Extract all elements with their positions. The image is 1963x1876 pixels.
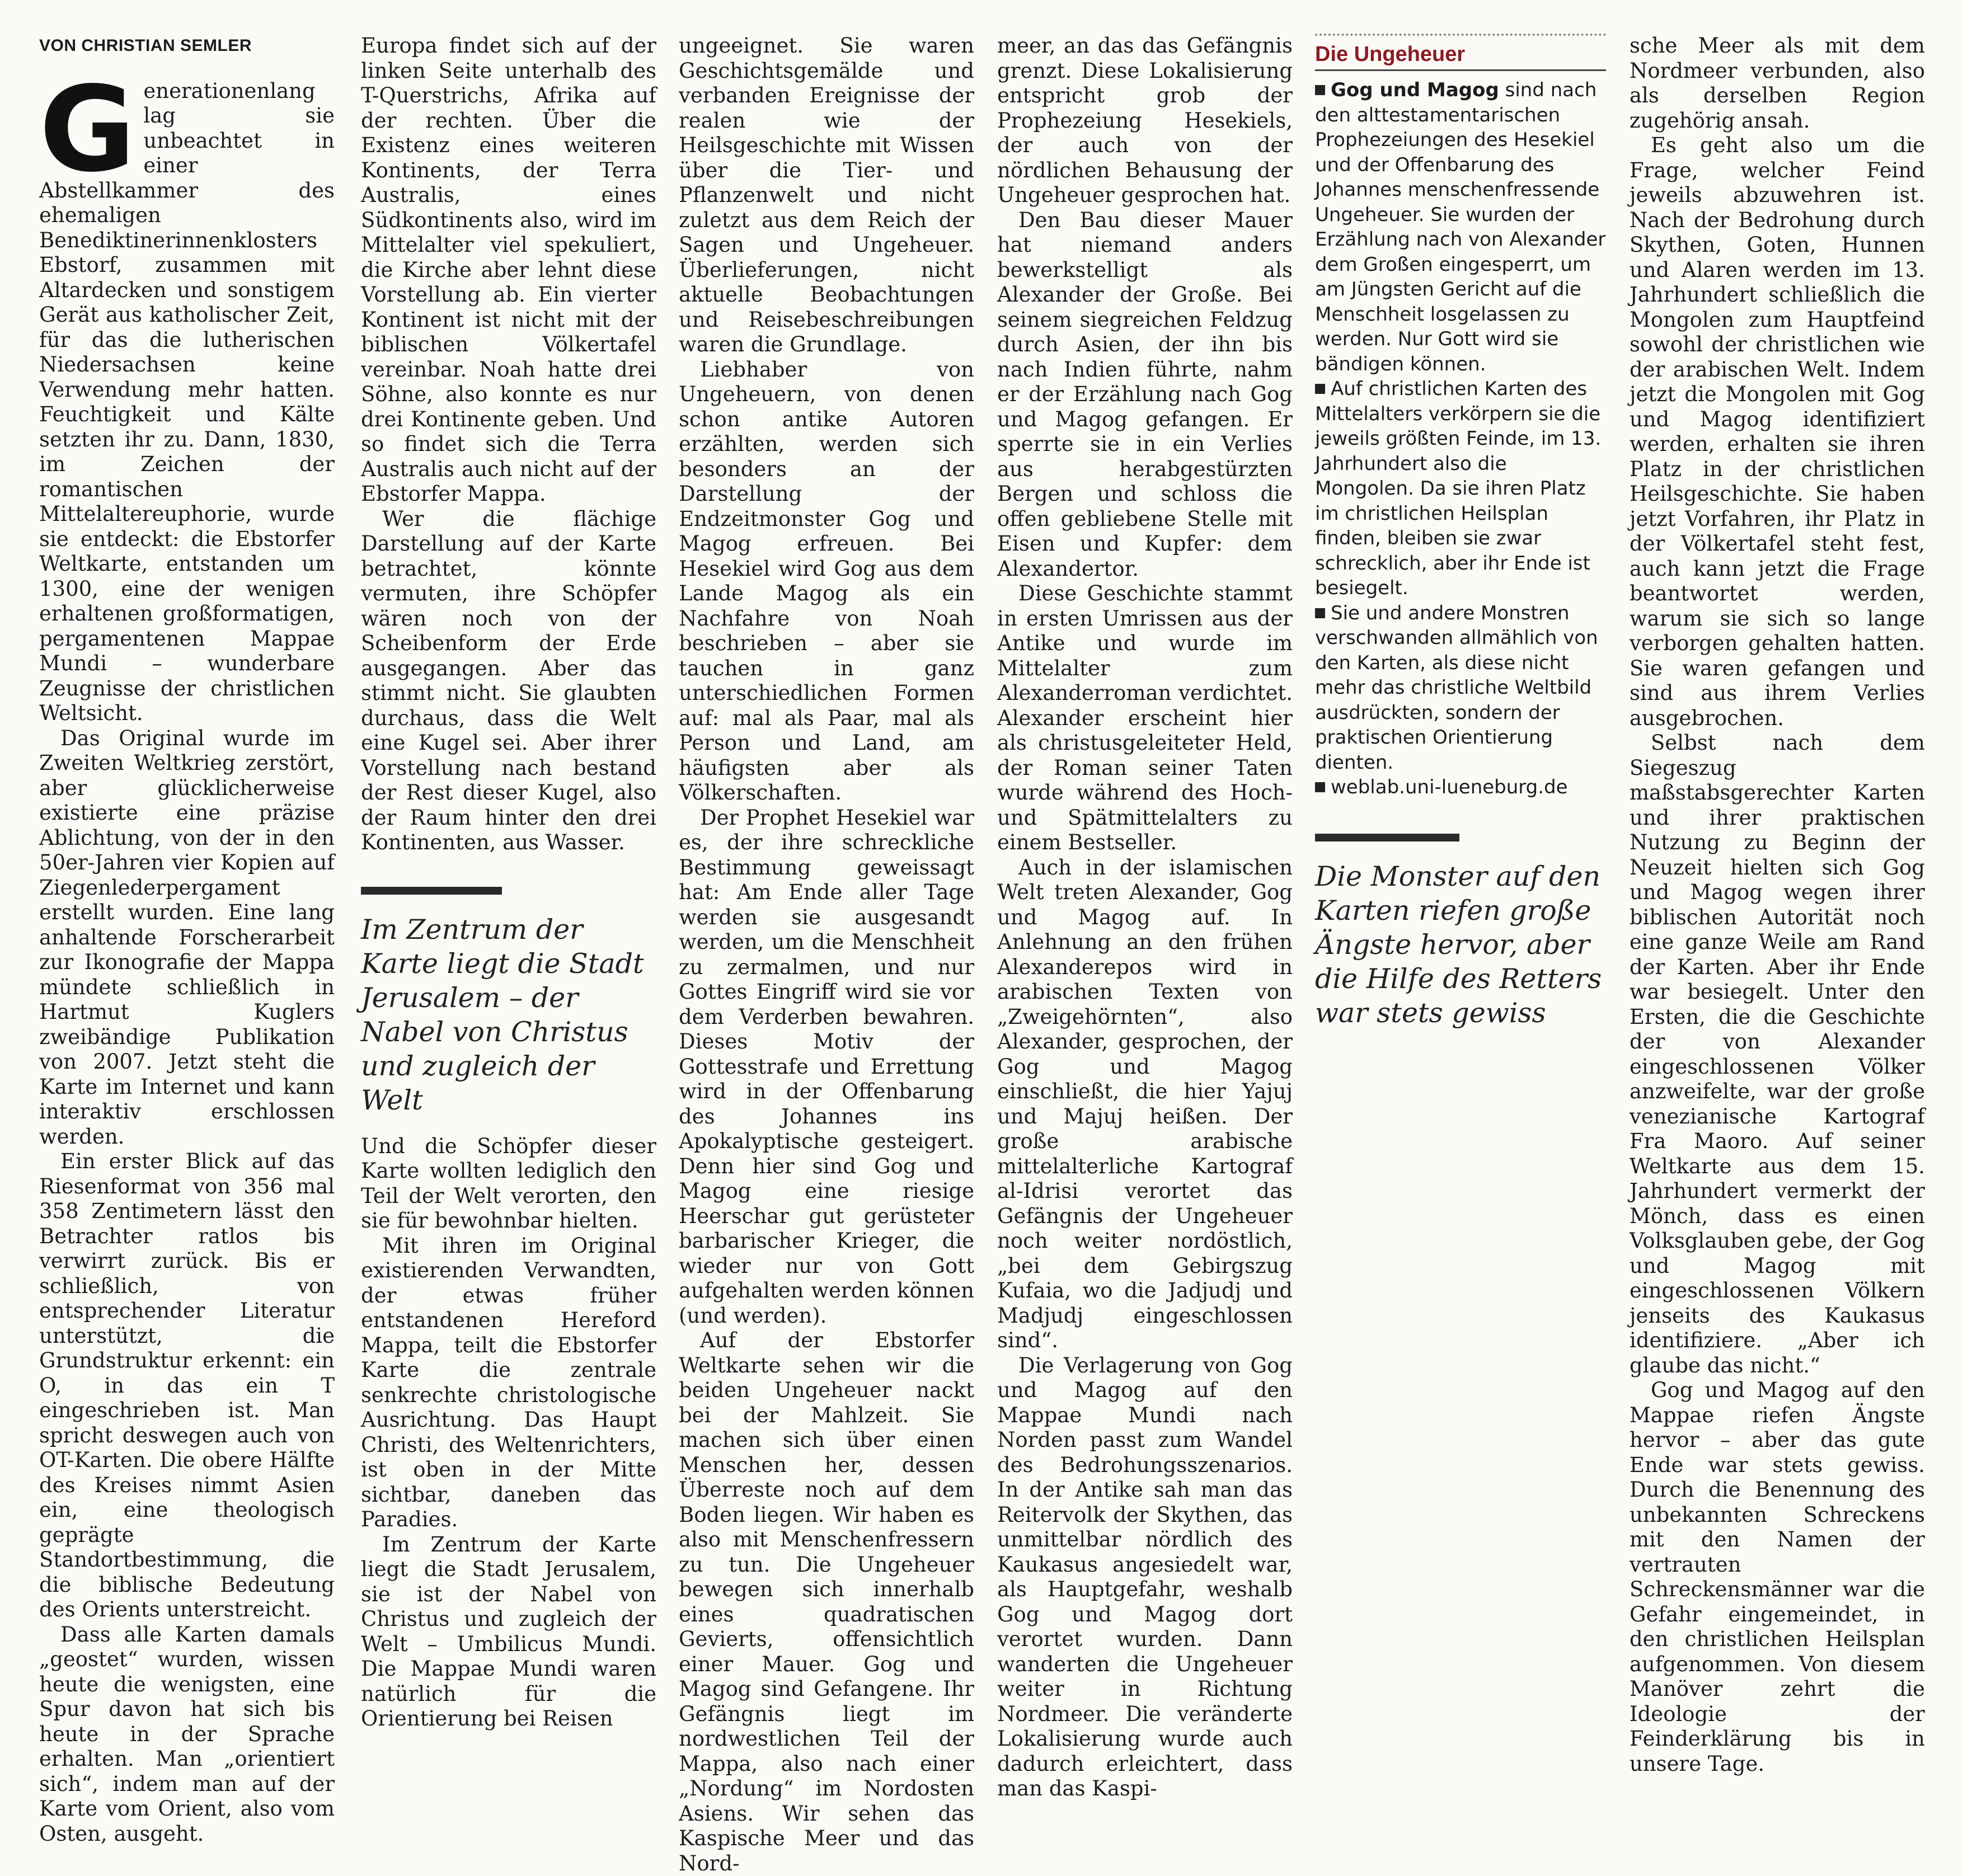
- pullquote-block: [361, 887, 656, 1117]
- paragraph-text: enerationenlang lag sie unbeachtet in einer Abstellkammer des ehemaligen Benediktinerinnenklosters Ebstorf, zusammen mit Altardecken und sonstigem Gerät aus katholischer Zeit, für das die lutherischen Niedersachsen keine Verwendung mehr hatten. Feuchtigkeit und Kälte setzten ihr zu. Dann, 1830, im Zeichen der romantischen Mittelaltereuphorie, wurde sie entdeckt: die Ebstorfer Weltkarte, entstanden um 1300, eine der wenigen erhaltenen großformatigen, pergamentenen Mappae Mundi – wunderbare Zeugnisse der christlichen Weltsicht.: [39, 78, 335, 725]
- article-paragraph: Ein erster Blick auf das Riesenformat von 356 mal 358 Zentimetern lässt den Betrachter ratlos bis verwirrt zurück. Bis er schließlich, von entsprechender Literatur unterstützt, die Grundstruktur erkennt: ein O, in das ein T eingeschrieben ist. Man spricht deswegen auch von OT-Karten. Die obere Hälfte des Kreises nimmt Asien ein, eine theologisch geprägte Standortbestimmung, die die biblische Bedeutung des Orients unterstreicht.: [39, 1149, 335, 1621]
- article-paragraph: Auf der Ebstorfer Weltkarte sehen wir die beiden Ungeheuer nackt bei der Mahlzeit. Sie machen sich über einen Menschen her, dessen Überreste noch auf dem Boden liegen. Wir haben es also mit Menschenfressern zu tun. Die Ungeheuer bewegen sich innerhalb eines quadratischen Gevierts, offensichtlich einer Mauer. Gog und Magog sind Gefangene. Ihr Gefängnis liegt im nordwestlichen Teil der Mappa, also nach einer „Nordung“ im Nordosten Asiens. Wir sehen das Kaspische Meer und das Nord-: [679, 1328, 974, 1875]
- info-box-item: [1315, 775, 1606, 800]
- article-paragraph: Es geht also um die Frage, welcher Feind jeweils abzuwehren ist. Nach der Bedrohung durch Skythen, Goten, Hunnen und Alaren werden im 13. Jahrhundert schließlich die Mongolen zum Hauptfeind sowohl der christlichen wie der arabischen Welt. Indem jetzt die Mongolen mit Gog und Magog identifiziert werden, erhalten sie ihren Platz in der christlichen Heilsgeschichte. Sie haben jetzt Vorfahren, ihr Platz in der Völkertafel steht fest, auch kann jetzt die Frage beantwortet werden, warum sie sich so lange verborgen gehalten hatten. Sie waren gefangen und sind aus ihrem Verlies ausgebrochen.: [1629, 133, 1925, 730]
- article-paragraph: Die Verlagerung von Gog und Magog auf den Mappae Mundi nach Norden passt zum Wandel des Bedrohungsszenarios. In der Antike sah man das Reitervolk der Skythen, das unmittelbar nördlich des Kaukasus angesiedelt war, als Hauptgefahr, weshalb Gog und Magog dort verortet wurden. Dann wanderten die Ungeheuer weiter in Richtung Nordmeer. Die veränderte Lokalisierung wurde auch dadurch erleichtert, dass man das Kaspi-: [997, 1353, 1293, 1800]
- info-box-item-text: Sie und andere Monstren verschwanden allmählich von den Karten, als diese nicht mehr das christliche Weltbild ausdrückten, sondern der praktischen Orientierung dienten.: [1315, 601, 1598, 774]
- square-bullet-icon: [1315, 384, 1325, 394]
- column-3: [679, 34, 974, 1876]
- pullquote-rule: [361, 887, 502, 895]
- info-box-item: [1315, 377, 1606, 601]
- article-paragraph: Mit ihren im Original existierenden Verwandten, der etwas früher entstandenen Hereford Mappa, teilt die Ebstorfer Karte die zentrale senkrechte christologische Ausrichtung. Das Haupt Christi, des Weltenrichters, ist oben in der Mitte sichtbar, daneben das Paradies.: [361, 1233, 656, 1531]
- article-paragraph: Diese Geschichte stammt in ersten Umrissen aus der Antike und wurde im Mittelalter zum Alexanderroman verdichtet. Alexander erscheint hier als christusgeleiteter Held, der Roman seiner Taten wurde während des Hoch- und Spätmittelalters zu einem Bestseller.: [997, 581, 1293, 854]
- article-paragraph: Liebhaber von Ungeheuern, von denen schon antike Autoren erzählten, werden sich besonders an der Darstellung der Endzeitmonster Gog und Magog erfreuen. Bei Hesekiel wird Gog aus dem Lande Magog als ein Nachfahre von Noah beschrieben – aber sie tauchen in ganz unterschiedlichen Formen auf: mal als Paar, mal als Person und Land, am häufigsten aber als Völkerschaften.: [679, 357, 974, 805]
- article-paragraph: Dass alle Karten damals „geostet“ wurden, wissen heute die wenigsten, eine Spur davon hat sich bis heute in der Sprache erhalten. Man „orientiert sich“, indem man auf der Karte vom Orient, also vom Osten, ausgeht.: [39, 1622, 335, 1846]
- info-box: [1315, 34, 1606, 1047]
- drop-cap: G: [39, 60, 136, 198]
- info-box-item-text: Auf christlichen Karten des Mittelalters verkörpern sie die jeweils größten Feinde, im 13. Jahrhundert also die Mongolen. Da sie ihren Platz im christlichen Heilsplan finden, bleiben sie zwar schrecklich, aber ihr Ende ist besiegelt.: [1315, 378, 1602, 599]
- info-box-item: [1315, 78, 1606, 377]
- article-paragraph: sche Meer als mit dem Nordmeer verbunden, also als derselben Region zugehörig ansah.: [1629, 34, 1925, 133]
- square-bullet-icon: [1315, 85, 1325, 95]
- article-paragraph: meer, an das das Gefängnis grenzt. Diese Lokalisierung entspricht grob der Prophezeiung Hesekiels, der auch von der nördlichen Behausung der Ungeheuer gesprochen hat.: [997, 34, 1293, 207]
- article-paragraph: Das Original wurde im Zweiten Weltkrieg zerstört, aber glücklicherweise existierte eine präzise Ablichtung, von der in den 50er-Jahren vier Kopien auf Ziegenlederpergament erstellt wurden. Eine lang anhaltende Forscherarbeit zur Ikonografie der Mappa mündete schließlich in Hartmut Kuglers zweibändige Publikation von 2007. Jetzt steht die Karte im Internet und kann interaktiv erschlossen werden.: [39, 726, 335, 1149]
- column-4: [997, 34, 1293, 1802]
- info-box-title: Die Ungeheuer: [1315, 41, 1606, 71]
- pullquote: Im Zentrum der Karte liegt die Stadt Jerusalem – der Nabel von Christus und zugleich der Welt: [361, 913, 644, 1116]
- info-box-item: [1315, 601, 1606, 775]
- article-paragraph: Europa findet sich auf der linken Seite unterhalb des T-Querstrichs, Afrika auf der rechten. Über die Existenz eines weiteren Kontinents, der Terra Australis, eines Südkontinents also, wird im Mittelalter viel spekuliert, die Kirche aber lehnt diese Vorstellung ab. Ein vierter Kontinent ist nicht mit der biblischen Völkertafel vereinbar. Noah hatte drei Söhne, also konnte es nur drei Kontinente geben. Und so findet sich die Terra Australis auch nicht auf der Ebstorfer Mappa.: [361, 34, 656, 506]
- square-bullet-icon: [1315, 608, 1325, 618]
- article-paragraph: Der Prophet Hesekiel war es, der ihre schreckliche Bestimmung geweissagt hat: Am Ende aller Tage werden sie ausgesandt werden, um die Menschheit zu zermalmen, und nur Gottes Eingriff wird sie vor dem Verderben bewahren. Dieses Motiv der Gottesstrafe und Errettung wird in der Offenbarung des Johannes ins Apokalyptische gesteigert. Denn hier sind Gog und Magog eine riesige Heerschar gut gerüsteter barbarischer Krieger, die wieder nur von Gott aufgehalten werden können (und werden).: [679, 805, 974, 1328]
- article-paragraph: ungeeignet. Sie waren Geschichtsgemälde und verbanden Ereignisse der realen wie der Heilsgeschichte mit Wissen über die Tier- und Pflanzenwelt und nicht zuletzt aus dem Reich der Sagen und Ungeheuer. Überlieferungen, nicht aktuelle Beobachtungen und Reisebeschreibungen waren die Grundlage.: [679, 34, 974, 356]
- article-paragraph: Im Zentrum der Karte liegt die Stadt Jerusalem, sie ist der Nabel von Christus und zugleich der Welt – Umbilicus Mundi. Die Mappae Mundi waren natürlich für die Orientierung bei Reisen: [361, 1532, 656, 1731]
- article-paragraph: Selbst nach dem Siegeszug maßstabsgerechter Karten und ihrer praktischen Nutzung zu Beginn der Neuzeit hielten sich Gog und Magog wegen ihrer biblischen Autorität noch eine ganze Weile am Rand der Karten. Aber ihr Ende war besiegelt. Unter den Ersten, die die Geschichte der von Alexander eingeschlossenen Völker anzweifelte, war der große venezianische Kartograf Fra Maoro. Auf seiner Weltkarte aus dem 15. Jahrhundert vermerkt der Mönch, dass es einen Volksglauben gebe, der Gog und Magog mit eingeschlossenen Völkern jenseits des Kaukasus identifiziere. „Aber ich glaube das nicht.“: [1629, 731, 1925, 1377]
- column-2: [361, 34, 656, 1732]
- column-1: [39, 34, 335, 1846]
- article-paragraph: Den Bau dieser Mauer hat niemand anders bewerkstelligt als Alexander der Große. Bei seinem siegreichen Feldzug durch Asien, der ihn bis nach Indien führte, nahm er der Erzählung nach Gog und Magog gefangen. Er sperrte sie in ein Verlies aus herabgestürzten Bergen und schloss die offen gebliebene Stelle mit Eisen und Kupfer: dem Alexandertor.: [997, 208, 1293, 581]
- info-box-link[interactable]: weblab.uni-lueneburg.de: [1331, 776, 1568, 798]
- byline: VON CHRISTIAN SEMLER: [39, 36, 252, 55]
- info-box-dotted-rule: [1315, 34, 1606, 41]
- article-paragraph: [39, 60, 335, 726]
- info-box-item-lead: Gog und Magog: [1331, 79, 1499, 101]
- square-bullet-icon: [1315, 782, 1325, 792]
- article-paragraph: Gog und Magog auf den Mappae riefen Ängste hervor – aber das gute Ende war stets gewiss. Durch die Benennung des unbekannten Schreckens mit den Namen der vertrauten Schreckensmänner war die Gefahr eingemeindet, in den christlichen Heilsplan aufgenommen. Von diesem Manöver zehrt die Ideologie der Feinderklärung bis in unsere Tage.: [1629, 1378, 1925, 1776]
- article-paragraph: Auch in der islamischen Welt treten Alexander, Gog und Magog auf. In Anlehnung an den frühen Alexanderepos wird in arabischen Texten von „Zweigehörnten“, also Alexander, gesprochen, der Gog und Magog einschließt, die hier Yajuj und Majuj heißen. Der große arabische mittelalterliche Kartograf al-Idrisi verortet das Gefängnis der Ungeheuer noch weiter nordöstlich, „bei dem Gebirgszug Kufaia, wo die Jadjudj und Madjudj eingeschlossen sind“.: [997, 855, 1293, 1352]
- article-paragraph: Und die Schöpfer dieser Karte wollten lediglich den Teil der Welt verorten, den sie für bewohnbar hielten.: [361, 1134, 656, 1233]
- info-box-item-text: sind nach den alttestamentarischen Prophezeiungen des Hesekiel und der Offenbarung des Johannes menschenfressende Ungeheuer. Sie wurden der Erzählung nach von Alexander dem Großen eingesperrt, um am Jüngsten Gericht auf die Menschheit losgelassen zu werden. Nur Gott wird sie bändigen können.: [1315, 79, 1606, 375]
- column-6: [1629, 34, 1925, 1776]
- pullquote: Die Monster auf den Karten riefen große Ängste hervor, aber die Hilfe des Retters war stets gewiss: [1315, 860, 1602, 1029]
- pullquote-rule: [1315, 834, 1459, 841]
- article-paragraph: Wer die flächige Darstellung auf der Karte betrachtet, könnte vermuten, ihre Schöpfer wären noch von der Scheibenform der Erde ausgegangen. Aber das stimmt nicht. Sie glaubten durchaus, dass die Welt eine Kugel sei. Aber ihrer Vorstellung nach bestand der Rest dieser Kugel, also der Raum hinter den drei Kontinenten, aus Wasser.: [361, 506, 656, 854]
